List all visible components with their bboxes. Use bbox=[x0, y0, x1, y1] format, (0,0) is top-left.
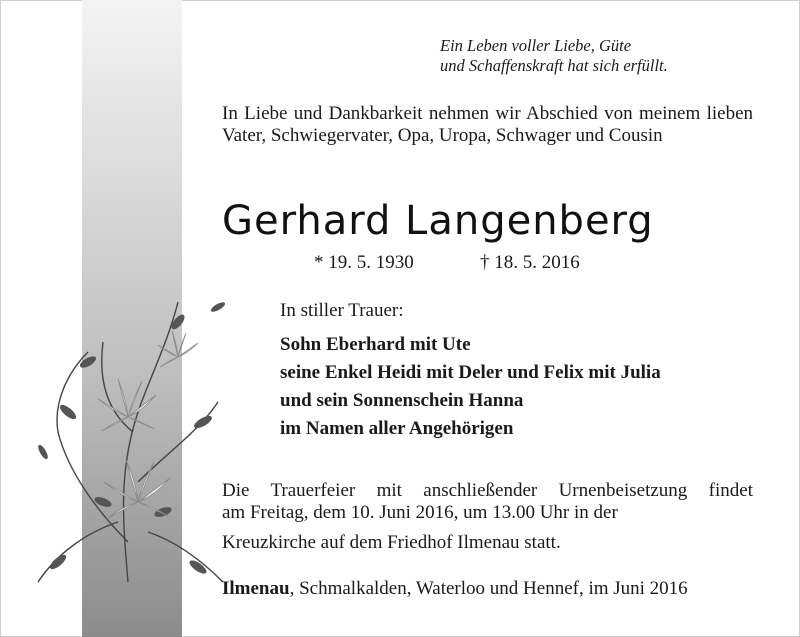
motto-line-1: Ein Leben voller Liebe, Güte bbox=[440, 36, 632, 55]
mourning-label: In stiller Trauer: bbox=[280, 300, 404, 321]
places-rest: , Schmalkalden, Waterloo und Hennef, im Juni 2016 bbox=[289, 578, 688, 599]
deceased-name: Gerhard Langenberg bbox=[222, 198, 654, 244]
places-and-date bbox=[222, 578, 688, 600]
intro-text: In Liebe und Dankbarkeit nehmen wir Abschied von meinem lieben Vater, Schwiegervater, Opa, Uropa, Schwager und Cousin bbox=[222, 103, 753, 146]
motto-quote bbox=[440, 36, 668, 76]
lily-bouquet-illustration bbox=[28, 282, 228, 592]
funeral-notice bbox=[222, 480, 753, 554]
notice-line-3: Kreuzkirche auf dem Friedhof Ilmenau statt. bbox=[222, 532, 561, 553]
mourner-line-2: seine Enkel Heidi mit Deler und Felix mit Julia bbox=[280, 362, 661, 383]
death-date: † 18. 5. 2016 bbox=[480, 252, 580, 273]
mourner-line-1: Sohn Eberhard mit Ute bbox=[280, 334, 471, 355]
birth-date: * 19. 5. 1930 bbox=[314, 252, 414, 273]
mourner-line-3: und sein Sonnenschein Hanna bbox=[280, 390, 524, 411]
place-main: Ilmenau bbox=[222, 578, 290, 599]
motto-line-2: und Schaffenskraft hat sich erfüllt. bbox=[440, 56, 668, 75]
mourner-line-4: im Namen aller Angehörigen bbox=[280, 418, 514, 439]
notice-line-2: am Freitag, dem 10. Juni 2016, um 13.00 Uhr in der bbox=[222, 502, 618, 523]
notice-line-1: Die Trauerfeier mit anschließender Urnenbeisetzung findet bbox=[222, 480, 753, 501]
